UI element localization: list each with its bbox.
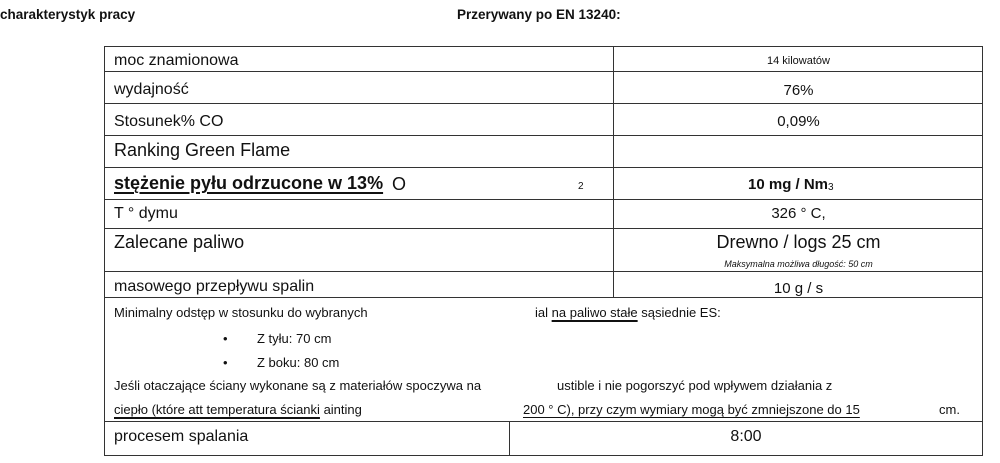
wall-note-left-2 (114, 403, 362, 416)
label-combustion-process: procesem spalania (114, 428, 249, 445)
wall-note-right-2: 200 ° C), przy czym wymiary mogą być zmniejszone do 15 (523, 402, 860, 417)
row-divider (105, 167, 982, 168)
distance-intro-suffix: sąsiednie ES: (641, 305, 721, 320)
label-co-ratio: Stosunek% CO (114, 113, 224, 130)
column-divider (613, 47, 614, 297)
label-rated-power: moc znamionowa (114, 52, 239, 69)
row-divider (105, 271, 982, 272)
wall-note-painting: ainting (323, 402, 362, 417)
value-dust-superscript: 3 (828, 182, 834, 193)
row-divider (105, 421, 982, 422)
value-recommended-fuel: Drewno / logs 25 cm (716, 232, 881, 252)
value-co-ratio: 0,09% (777, 113, 820, 130)
bullet-icon: • (223, 355, 228, 370)
label-green-flame-ranking: Ranking Green Flame (114, 140, 291, 160)
header-left-title: charakterystyk pracy (0, 7, 136, 22)
value-dust-concentration (615, 177, 834, 193)
value-combustion-process: 8:00 (730, 428, 762, 445)
distance-back: Z tyłu: 70 cm (257, 331, 332, 346)
distance-intro-left: Minimalny odstęp w stosunku do wybranych (114, 305, 368, 320)
label-flue-gas-flow: masowego przepływu spalin (114, 278, 315, 295)
value-smoke-temperature: 326 ° C, (771, 205, 826, 222)
bullet-icon: • (223, 331, 228, 346)
row-divider (105, 228, 982, 229)
label-efficiency: wydajność (114, 81, 189, 98)
wall-note-unit: cm. (939, 402, 960, 417)
row-divider (105, 297, 982, 298)
header-right-title: Przerywany po EN 13240: (457, 7, 621, 22)
row-divider (105, 199, 982, 200)
label-dust-concentration: stężenie pyłu odrzucone w 13% (114, 173, 384, 193)
label-smoke-temperature: T ° dymu (114, 205, 178, 222)
specs-table (104, 46, 983, 456)
label-dust-subscript: 2 (578, 181, 584, 192)
value-flue-gas-flow: 10 g / s (773, 280, 824, 297)
distance-intro-prefix: ial (535, 305, 549, 320)
value-efficiency: 76% (783, 82, 814, 99)
value-dust-text: 10 mg / Nm (748, 176, 829, 193)
wall-note-right: ustible i nie pogorszyć pod wpływem działania z (557, 378, 833, 393)
distance-side: Z boku: 80 cm (257, 355, 340, 370)
label-dust-o: O (392, 174, 407, 194)
value-rated-power: 14 kilowatów (767, 55, 830, 67)
distance-intro-right (535, 306, 721, 319)
row-divider (105, 103, 982, 104)
row-divider (105, 135, 982, 136)
note-max-length: Maksymalna możliwa długość: 50 cm (724, 259, 873, 269)
row-divider (105, 71, 982, 72)
wall-note-heat: ciepło (które att temperatura ścianki (114, 402, 320, 417)
distance-intro-solid-fuel: na paliwo stałe (551, 305, 638, 320)
wall-note-left: Jeśli otaczające ściany wykonane są z materiałów spoczywa na (114, 378, 482, 393)
label-recommended-fuel: Zalecane paliwo (114, 232, 245, 252)
